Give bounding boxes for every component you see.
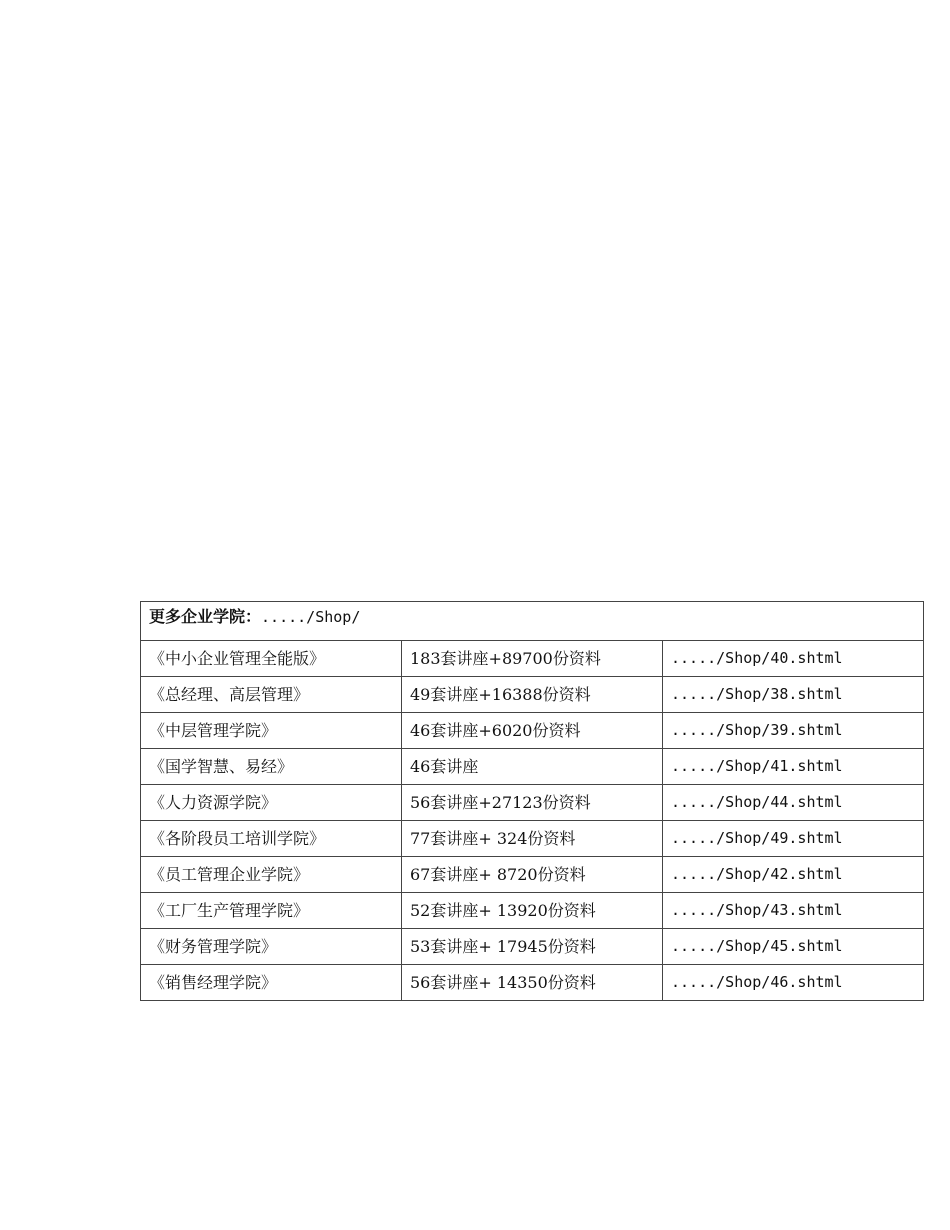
table-row: [141, 677, 924, 713]
course-content: 52套讲座+ 13920份资料: [402, 893, 663, 929]
course-url[interactable]: ...../Shop/44.shtml: [663, 785, 924, 821]
table-row: [141, 749, 924, 785]
course-url[interactable]: ...../Shop/45.shtml: [663, 929, 924, 965]
course-url[interactable]: ...../Shop/42.shtml: [663, 857, 924, 893]
course-content: 46套讲座+6020份资料: [402, 713, 663, 749]
course-content: 77套讲座+ 324份资料: [402, 821, 663, 857]
course-url[interactable]: ...../Shop/38.shtml: [663, 677, 924, 713]
table-header-cell: [141, 602, 924, 641]
table-row: [141, 785, 924, 821]
table-row: [141, 929, 924, 965]
course-content: 56套讲座+ 14350份资料: [402, 965, 663, 1001]
course-name: 《中小企业管理全能版》: [141, 641, 402, 677]
course-name: 《销售经理学院》: [141, 965, 402, 1001]
table-row: [141, 893, 924, 929]
header-link[interactable]: ...../Shop/: [261, 608, 361, 626]
table-row: [141, 965, 924, 1001]
header-label: 更多企业学院：: [149, 607, 262, 626]
course-content: 53套讲座+ 17945份资料: [402, 929, 663, 965]
course-url[interactable]: ...../Shop/40.shtml: [663, 641, 924, 677]
table-row: [141, 641, 924, 677]
table-row: [141, 857, 924, 893]
course-url[interactable]: ...../Shop/39.shtml: [663, 713, 924, 749]
course-name: 《员工管理企业学院》: [141, 857, 402, 893]
course-url[interactable]: ...../Shop/49.shtml: [663, 821, 924, 857]
course-name: 《财务管理学院》: [141, 929, 402, 965]
course-name: 《人力资源学院》: [141, 785, 402, 821]
academy-table: [140, 601, 924, 1001]
course-content: 56套讲座+27123份资料: [402, 785, 663, 821]
course-name: 《工厂生产管理学院》: [141, 893, 402, 929]
course-name: 《总经理、高层管理》: [141, 677, 402, 713]
course-name: 《国学智慧、易经》: [141, 749, 402, 785]
course-name: 《各阶段员工培训学院》: [141, 821, 402, 857]
course-content: 67套讲座+ 8720份资料: [402, 857, 663, 893]
course-url[interactable]: ...../Shop/43.shtml: [663, 893, 924, 929]
table-row: [141, 713, 924, 749]
course-content: 49套讲座+16388份资料: [402, 677, 663, 713]
course-content: 46套讲座: [402, 749, 663, 785]
table-header-row: [141, 602, 924, 641]
course-name: 《中层管理学院》: [141, 713, 402, 749]
course-url[interactable]: ...../Shop/46.shtml: [663, 965, 924, 1001]
course-url[interactable]: ...../Shop/41.shtml: [663, 749, 924, 785]
table-row: [141, 821, 924, 857]
course-content: 183套讲座+89700份资料: [402, 641, 663, 677]
